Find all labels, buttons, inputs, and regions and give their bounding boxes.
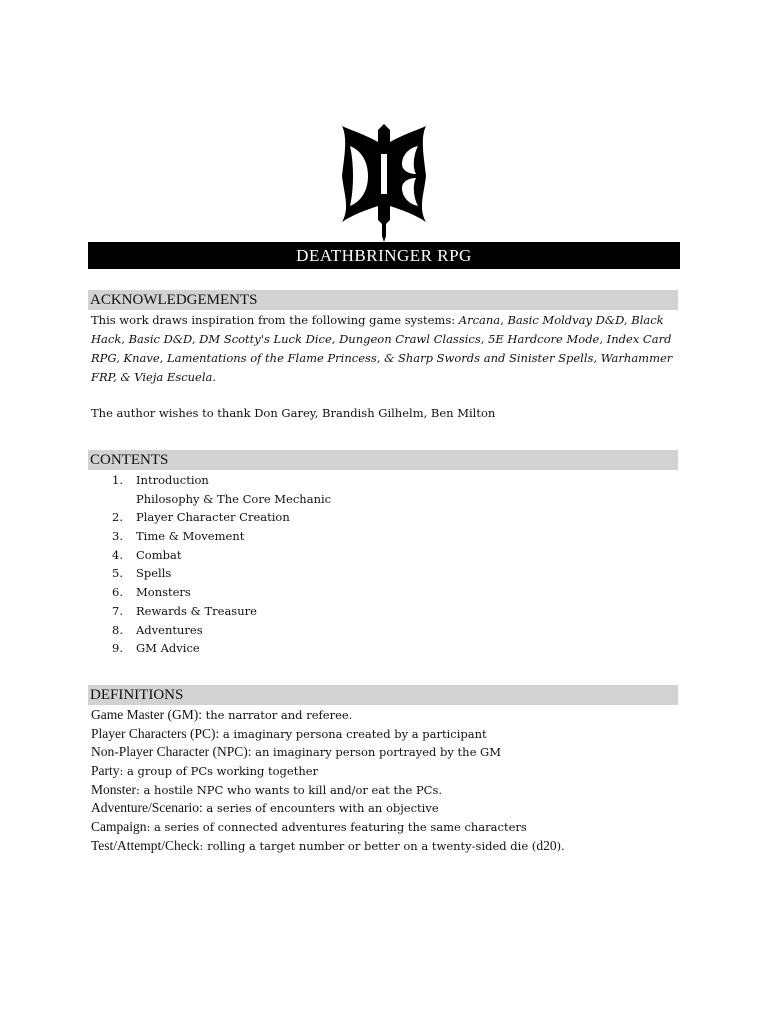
contents-item: Philosophy & The Core Mechanic [136, 491, 332, 506]
acknowledgements-paragraph: This work draws inspiration from the following game systems: Arcana, Basic Moldvay D&D, Black Hack, Basic D&D, DM Scotty's Luck Dice, Dungeon Crawl Classics, 5E Hardcore Mode, Index Card RPG, Knave, Lamentations of the Flame Princess, & Sharp Swords and Sinister Spells, Warhammer FRP, & Vieja Escuela. [91, 313, 673, 384]
definition-item: Player Characters (PC): a imaginary persona created by a participant [91, 725, 487, 741]
definition-item: Test/Attempt/Check: rolling a target number or better on a twenty-sided die (d20). [91, 837, 565, 853]
definition-item: Game Master (GM): the narrator and referee. [91, 707, 353, 722]
contents-item: 6. Monsters [112, 585, 191, 600]
contents-item: 1. Introduction [112, 473, 209, 487]
acknowledgements-heading: ACKNOWLEDGEMENTS [88, 290, 678, 310]
contents-item: 9. GM Advice [112, 641, 200, 656]
db-axe-logo-icon [334, 124, 434, 242]
page-title: DEATHBRINGER RPG [88, 242, 680, 269]
definition-item: Monster: a hostile NPC who wants to kill and/or eat the PCs. [91, 781, 443, 797]
contents-item: 8. Adventures [112, 622, 203, 637]
contents-item: 7. Rewards & Treasure [112, 603, 257, 618]
definition-item: Campaign: a series of connected adventures featuring the same characters [91, 819, 527, 835]
definitions-heading: DEFINITIONS [88, 685, 678, 705]
acknowledgements-thanks: The author wishes to thank Don Garey, Brandish Gilhelm, Ben Milton [91, 406, 496, 420]
definitions-list [91, 706, 565, 856]
contents-heading: CONTENTS [88, 450, 678, 470]
contents-item: 5. Spells [112, 566, 172, 581]
contents-item: 4. Combat [112, 547, 182, 562]
contents-item: 3. Time & Movement [112, 529, 245, 544]
contents-item: 2. Player Character Creation [112, 510, 290, 525]
definition-item: Non-Player Character (NPC): an imaginary person portrayed by the GM [91, 744, 502, 760]
contents-list [91, 471, 331, 658]
definition-item: Adventure/Scenario: a series of encounters with an objective [91, 800, 439, 816]
definition-item: Party: a group of PCs working together [91, 763, 319, 779]
